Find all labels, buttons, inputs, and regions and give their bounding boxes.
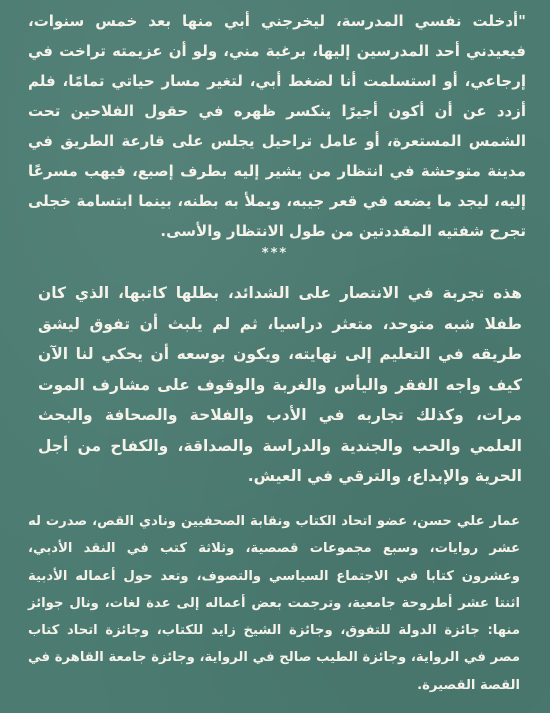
section-separator: *** bbox=[261, 246, 289, 261]
book-summary-paragraph: هذه تجربة في الانتصار على الشدائد، بطلها كاتبها، الذي كان طفلا شبه متوحد، متعثر دراسيا، ثم لم يلبث أن تفوق ليشق طريقه في التعليم إلى نهايته، ويكون بوسعه أن يحكي لنا الآن كيف واجه الفقر واليأس والغربة والوقوف على مشارف الموت مرات، وكذلك تجاربه في الأدب والفلاحة والصحافة والبحث العلمي والحب والجندية والدراسة والصداقة، والكفاح من أجل الحرية والإبداع، والترقي في العيش. bbox=[38, 284, 522, 485]
book-quote-paragraph: "أدخلت نفسي المدرسة، ليخرجني أبي منها بعد خمس سنوات، فيعيدني أحد المدرسين إليها، برغبة مني، ولو أن عزيمته تراخت في إرجاعي، أو استسلمت أنا لضغط أبي، لتغير مسار حياتي تمامًا، فلم أزدد عن أن أكون أجيرًا ينكسر ظهره في حقول الفلاحين تحت الشمس المستعرة، أو عامل تراحيل يجلس على قارعة الطريق في مدينة متوحشة في انتظار من يشير إليه بطرف إصبع، فيهب مسرعًا إليه، ليجد ما يضعه في قعر جيبه، ويملأ به بطنه، بينما ابتسامة خجلى تجرح شفتيه المقددتين من طول الانتظار والأسى. bbox=[28, 12, 526, 240]
author-bio-paragraph: عمار علي حسن، عضو اتحاد الكتاب ونقابة الصحفيين ونادي القص، صدرت له عشر روايات، وسبع مجموعات قصصية، وثلاثة كتب في النقد الأدبي، وعشرون كتابا في الاجتماع السياسي والتصوف، وتعد حول أعماله الأدبية اثنتا عشر أطروحة جامعية، وترجمت بعض أعماله إلى عدة لغات، ونال جوائز منها: جائزة الدولة للتفوق، وجائزة الشيخ زايد للكتاب، وجائزة اتحاد كتاب مصر في الرواية، وجائزة الطيب صالح في الرواية، وجائزة جامعة القاهرة في القصة القصيرة. bbox=[28, 514, 520, 693]
